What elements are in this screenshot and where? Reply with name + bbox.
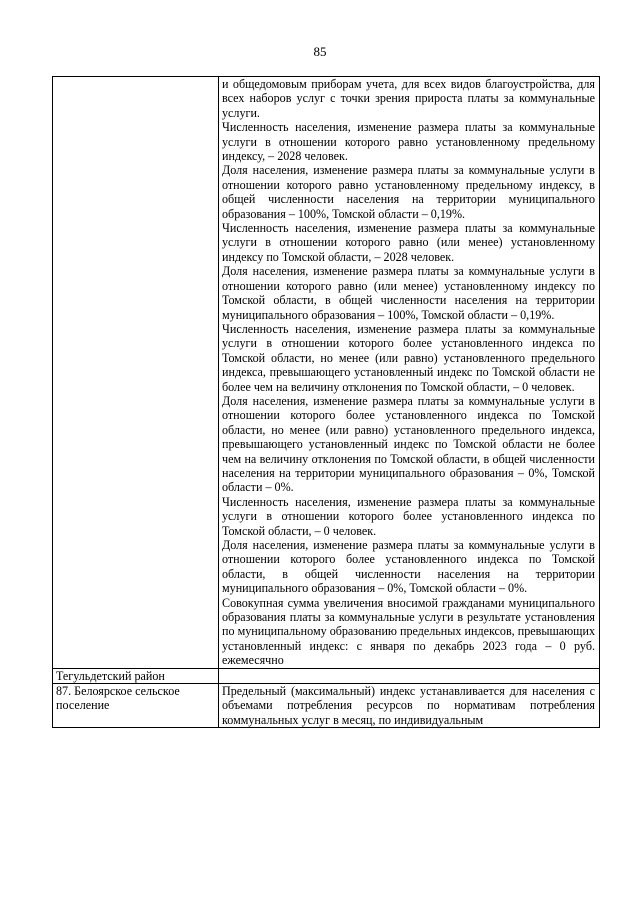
paragraph: Доля населения, изменение размера платы за коммунальные услуги в отношении которого равно установленному предельному индексу, в общей численности населения на территории муниципального образования – 100%, Томской области – 0,19%.	[222, 163, 595, 221]
table-cell-right	[219, 684, 600, 728]
table-cell-left	[53, 77, 219, 669]
paragraph: Численность населения, изменение размера платы за коммунальные услуги в отношении которого равно установленному предельному индексу, – 2028 человек.	[222, 120, 595, 164]
table-row	[53, 77, 600, 669]
settlement-name: 87. Белоярское сельское поселение	[53, 684, 219, 728]
paragraph: Доля населения, изменение размера платы за коммунальные услуги в отношении которого более установленного индекса по Томской области, но менее (или равно) установленного предельного индекса, превышающего установленный индекс по Томской области не более чем на величину отклонения по Томской области, в общей численности населения на территории муниципального образования – 0%, Томской области – 0%.	[222, 393, 595, 495]
paragraph: Доля населения, изменение размера платы за коммунальные услуги в отношении которого более установленного индекса по Томской области, в общей численности населения на территории муниципального образования – 0%, Томской области – 0%.	[222, 538, 595, 596]
table-cell-right	[219, 77, 600, 669]
paragraph: Доля населения, изменение размера платы за коммунальные услуги в отношении которого равно (или менее) установленному индексу по Томской области, в общей численности населения на территории муниципального образования – 100%, Томской области – 0,19%.	[222, 264, 595, 322]
district-name: Тегульдетский район	[53, 668, 219, 683]
page-number: 85	[313, 44, 327, 59]
document-table	[52, 76, 600, 728]
paragraph: Предельный (максимальный) индекс устанавливается для населения с объемами потребления ресурсов по нормативам потребления коммунальных услуг в месяц, по индивидуальным	[222, 684, 595, 727]
paragraph: Численность населения, изменение размера платы за коммунальные услуги в отношении которого более установленного индекса по Томской области, – 0 человек.	[222, 494, 595, 538]
paragraph: и общедомовым приборам учета, для всех видов благоустройства, для всех наборов услуг с точки зрения прироста платы за коммунальные услуги.	[222, 77, 595, 120]
table-row	[53, 668, 600, 683]
paragraph: Численность населения, изменение размера платы за коммунальные услуги в отношении которого равно (или менее) установленному индексу по Томской области, – 2028 человек.	[222, 221, 595, 264]
paragraph: Совокупная сумма увеличения вносимой гражданами муниципального образования платы за коммунальные услуги в результате установления по муниципальному образованию предельных индексов, превышающих установленный индекс: с января по декабрь 2023 года – 0 руб. ежемесячно	[222, 595, 595, 668]
table-row	[53, 684, 600, 728]
paragraph: Численность населения, изменение размера платы за коммунальные услуги в отношении которого более установленного индекса по Томской области, но менее (или равно) установленного предельного индекса, превышающего установленный индекс по Томской области не более чем на величину отклонения по Томской области, – 0 человек.	[222, 321, 595, 394]
table-cell-right-empty	[219, 668, 600, 683]
